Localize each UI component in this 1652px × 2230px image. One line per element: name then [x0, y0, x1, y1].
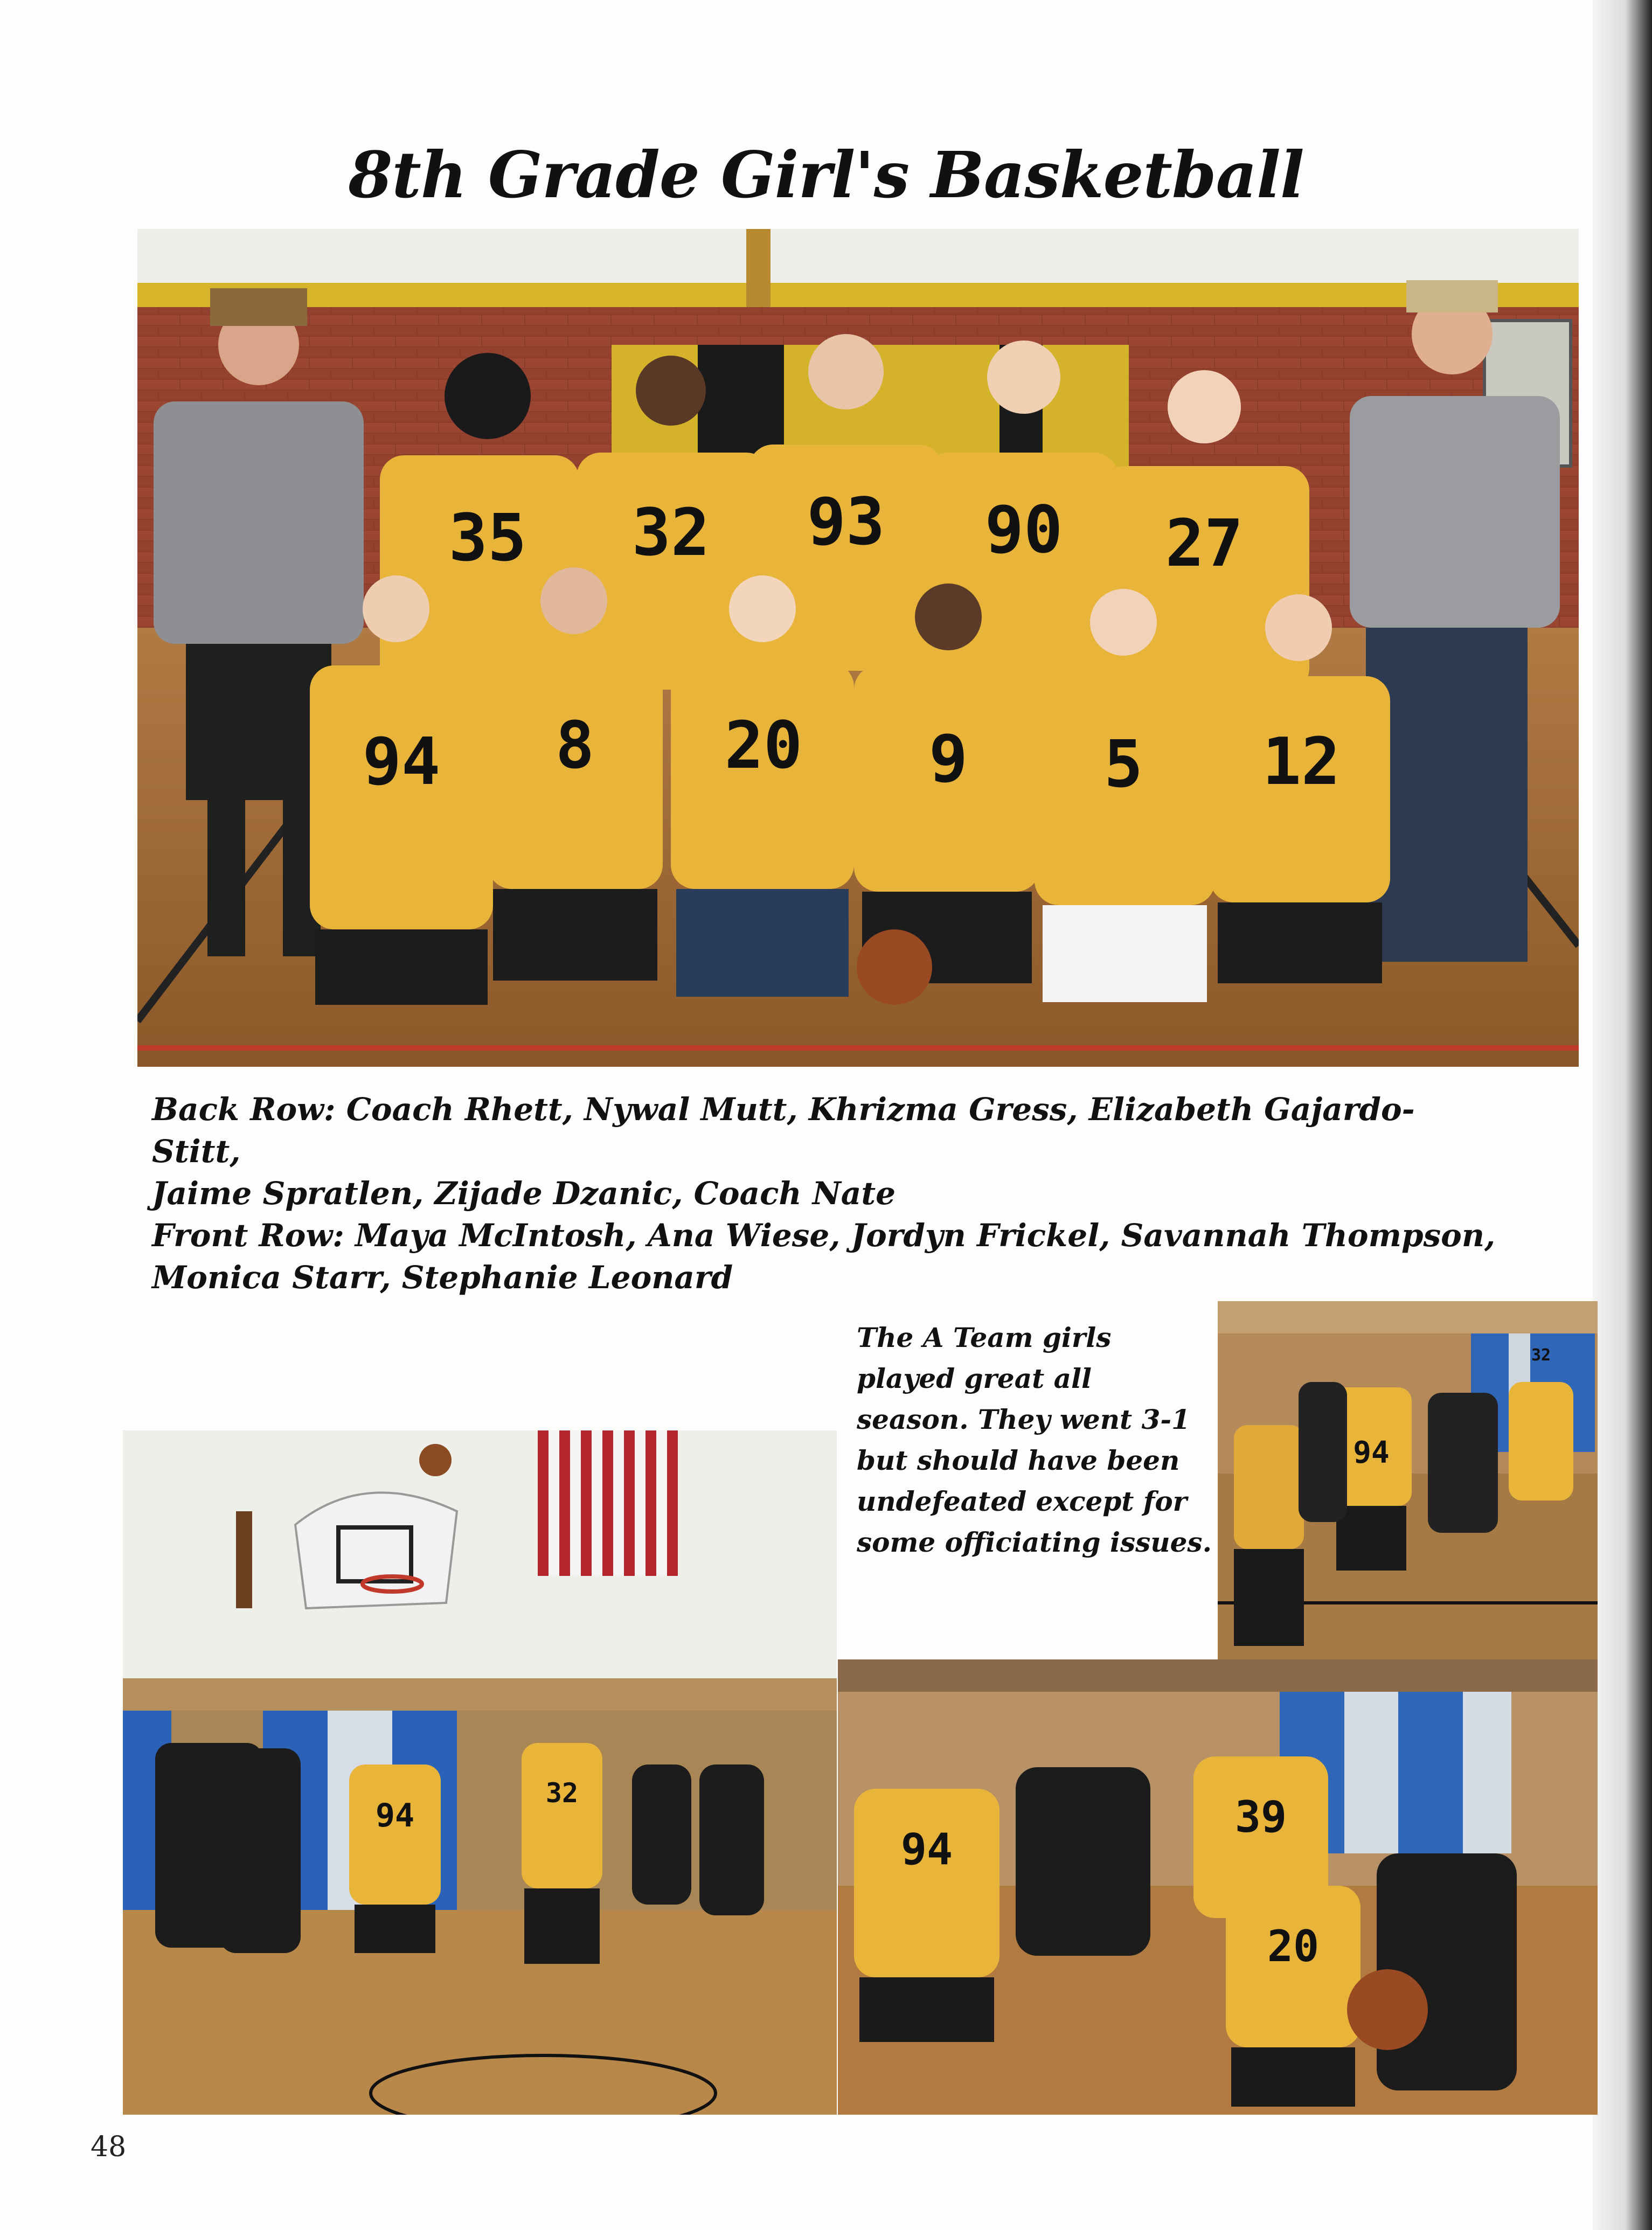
action-photo-bottom-right-drawing	[838, 1659, 1598, 2115]
roster-line: Jaime Spratlen, Zijade Dzanic, Coach Nate	[152, 1175, 896, 1212]
action-photo-top-right-drawing	[1218, 1301, 1598, 1659]
roster-line: Front Row: Maya McIntosh, Ana Wiese, Jordyn Frickel, Savannah Thompson,	[152, 1217, 1496, 1254]
jersey-number: 90	[984, 493, 1063, 568]
jersey-number: 20	[724, 708, 803, 783]
jersey-number: 94	[375, 1797, 415, 1835]
team-photo-drawing	[137, 229, 1579, 1067]
roster-line: Monica Starr, Stephanie Leonard	[152, 1259, 733, 1296]
jersey-number: 32	[631, 496, 710, 571]
jersey-number: 94	[1353, 1435, 1390, 1470]
season-line: some officiating issues.	[857, 1526, 1212, 1558]
jersey-number: 5	[1103, 727, 1143, 802]
jersey-number: 32	[545, 1777, 579, 1809]
action-photo-left	[123, 1430, 837, 2115]
season-line: The A Team girls	[857, 1322, 1112, 1353]
basketball	[1347, 1969, 1428, 2050]
jersey-number: 35	[448, 501, 527, 576]
page-title: 8th Grade Girl's Basketball	[348, 137, 1304, 212]
basketball	[419, 1444, 452, 1476]
roster-line: Back Row: Coach Rhett, Nywal Mutt, Khrizma Gress, Elizabeth Gajardo-Stitt,	[152, 1091, 1415, 1170]
jersey-number: 9	[928, 722, 968, 797]
jersey-number: 94	[362, 725, 441, 800]
jersey-number: 39	[1234, 1792, 1287, 1842]
jersey-number: 20	[1267, 1921, 1320, 1971]
jersey-number: 93	[807, 485, 885, 560]
team-photo	[137, 229, 1579, 1067]
jersey-number: 27	[1165, 506, 1244, 581]
jersey-number: 12	[1262, 725, 1341, 800]
page-spine-shadow	[1593, 0, 1652, 2230]
action-photo-top-right	[1218, 1301, 1598, 1659]
jersey-number: 8	[555, 708, 595, 783]
season-line: season. They went 3-1	[857, 1404, 1190, 1435]
season-line: undefeated except for	[857, 1485, 1188, 1517]
page-number: 48	[91, 2131, 127, 2163]
roster-caption	[152, 1088, 1499, 1298]
season-line: but should have been	[857, 1444, 1180, 1476]
season-line: played great all	[857, 1363, 1092, 1394]
action-photo-bottom-right	[838, 1659, 1598, 2115]
jersey-number: 32	[1531, 1346, 1551, 1365]
jersey-number: 94	[900, 1824, 953, 1874]
season-caption	[857, 1317, 1234, 1563]
basketball	[857, 929, 932, 1005]
action-photo-left-drawing	[123, 1430, 837, 2115]
